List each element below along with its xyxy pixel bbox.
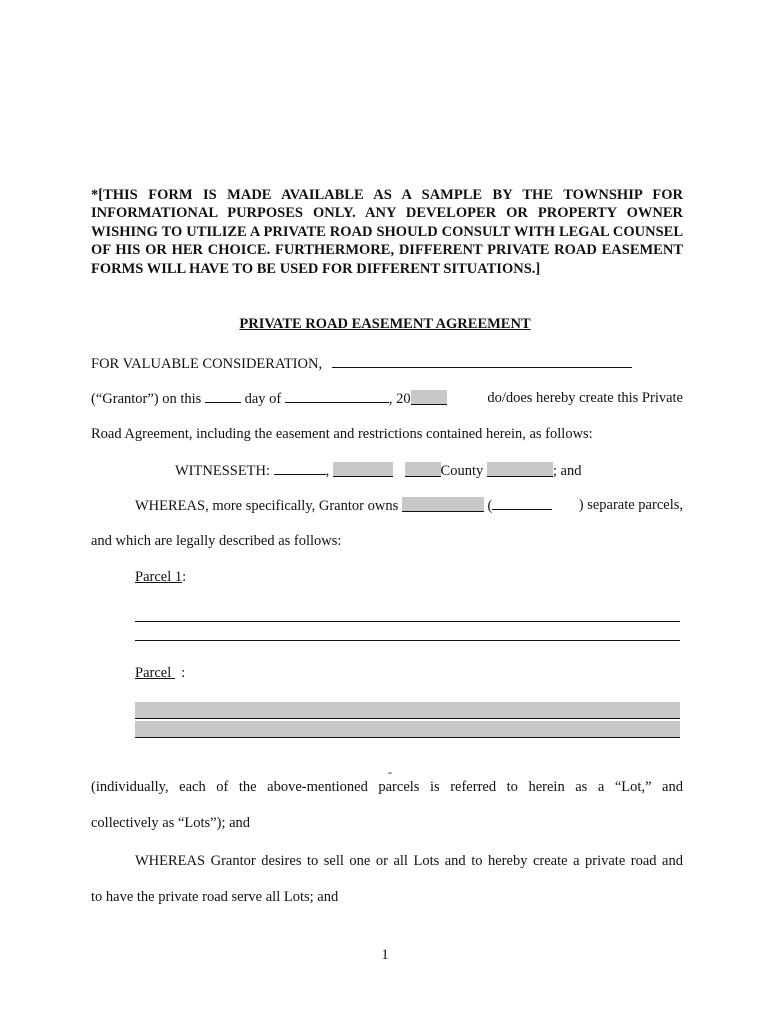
whereas-owns-text: WHEREAS, more specifically, Grantor owns — [135, 498, 399, 514]
road-agreement-line: Road Agreement, including the easement and restrictions contained herein, as follows: — [91, 426, 593, 442]
parcel-1-label: Parcel 1 — [135, 569, 183, 585]
parcel-2-colon: : — [181, 665, 186, 681]
parcel-2-label: Parcel — [135, 665, 172, 681]
grantor-text-1: (“Grantor”) on this — [91, 391, 202, 407]
parcel-1-description-line-1[interactable] — [135, 621, 680, 622]
parcel-count-words-field[interactable] — [402, 497, 484, 512]
parcel-1-colon: : — [182, 569, 187, 585]
individually-line: (individually, each of the above-mentioned parcels is referred to herein as a “Lot,” and — [91, 779, 683, 795]
day-blank[interactable] — [205, 390, 241, 403]
grantor-name-blank[interactable] — [332, 355, 632, 368]
grantor-text-3: , 20 — [388, 391, 411, 407]
parcel-2-description-field-2[interactable] — [135, 721, 680, 738]
disclaimer-paragraph: *[THIS FORM IS MADE AVAILABLE AS A SAMPLE BY THE TOWNSHIP FOR INFORMATIONAL PURPOSES ONLY. ANY DEVELOPER OR PROPERTY OWNER WISHING TO UTILIZE A PRIVATE ROAD SHOULD CONSULT WITH LEGAL COUNSEL OF HIS OR HER CHOICE. FURTHERMORE, DIFFERENT PRIVATE ROAD EASEMENT FORMS WILL HAVE TO BE USED FOR DIFFERENT SITUATIONS.] — [91, 187, 683, 277]
witnesseth-and: ; and — [552, 463, 582, 479]
parcel-2-heading — [135, 665, 185, 682]
year-field[interactable] — [411, 390, 447, 405]
witnesseth-blank[interactable] — [274, 462, 326, 475]
parcel-count-number-blank[interactable] — [492, 497, 552, 510]
parcel-2-number-blank[interactable] — [171, 665, 181, 682]
witnesseth-comma: , — [325, 463, 330, 479]
consideration-text: FOR VALUABLE CONSIDERATION, — [91, 356, 323, 372]
witnesseth-label: WITNESSETH: — [175, 463, 271, 479]
page-number: 1 — [381, 947, 389, 963]
grantor-text-2: day of — [244, 391, 282, 407]
grantor-text-4: do/does hereby create this Private — [487, 390, 683, 406]
parcel-1-heading — [135, 569, 186, 586]
hyphen-mark: - — [388, 765, 392, 779]
witnesseth-line — [175, 462, 581, 480]
document-title: PRIVATE ROAD EASEMENT AGREEMENT — [239, 316, 531, 332]
parcel-1-description-line-2[interactable] — [135, 640, 680, 641]
whereas-owns-tail: ) separate parcels, — [578, 497, 683, 513]
grantor-line — [91, 390, 683, 408]
consideration-line — [91, 355, 632, 373]
collectively-line: collectively as “Lots”); and — [91, 815, 251, 831]
serve-lots-line: to have the private road serve all Lots; and — [91, 889, 339, 905]
county-prefix-field[interactable] — [405, 462, 441, 477]
township-field[interactable] — [333, 462, 393, 477]
whereas-sell-line: WHEREAS Grantor desires to sell one or all Lots and to hereby create a private road and — [135, 853, 683, 869]
legally-described-line: and which are legally described as follows: — [91, 533, 342, 549]
county-label: County — [440, 463, 484, 479]
state-field[interactable] — [487, 462, 553, 477]
month-blank[interactable] — [285, 390, 389, 403]
whereas-owns-line — [135, 497, 683, 515]
parcel-2-description-field-1[interactable] — [135, 702, 680, 719]
whereas-owns-paren: ( — [487, 498, 493, 514]
